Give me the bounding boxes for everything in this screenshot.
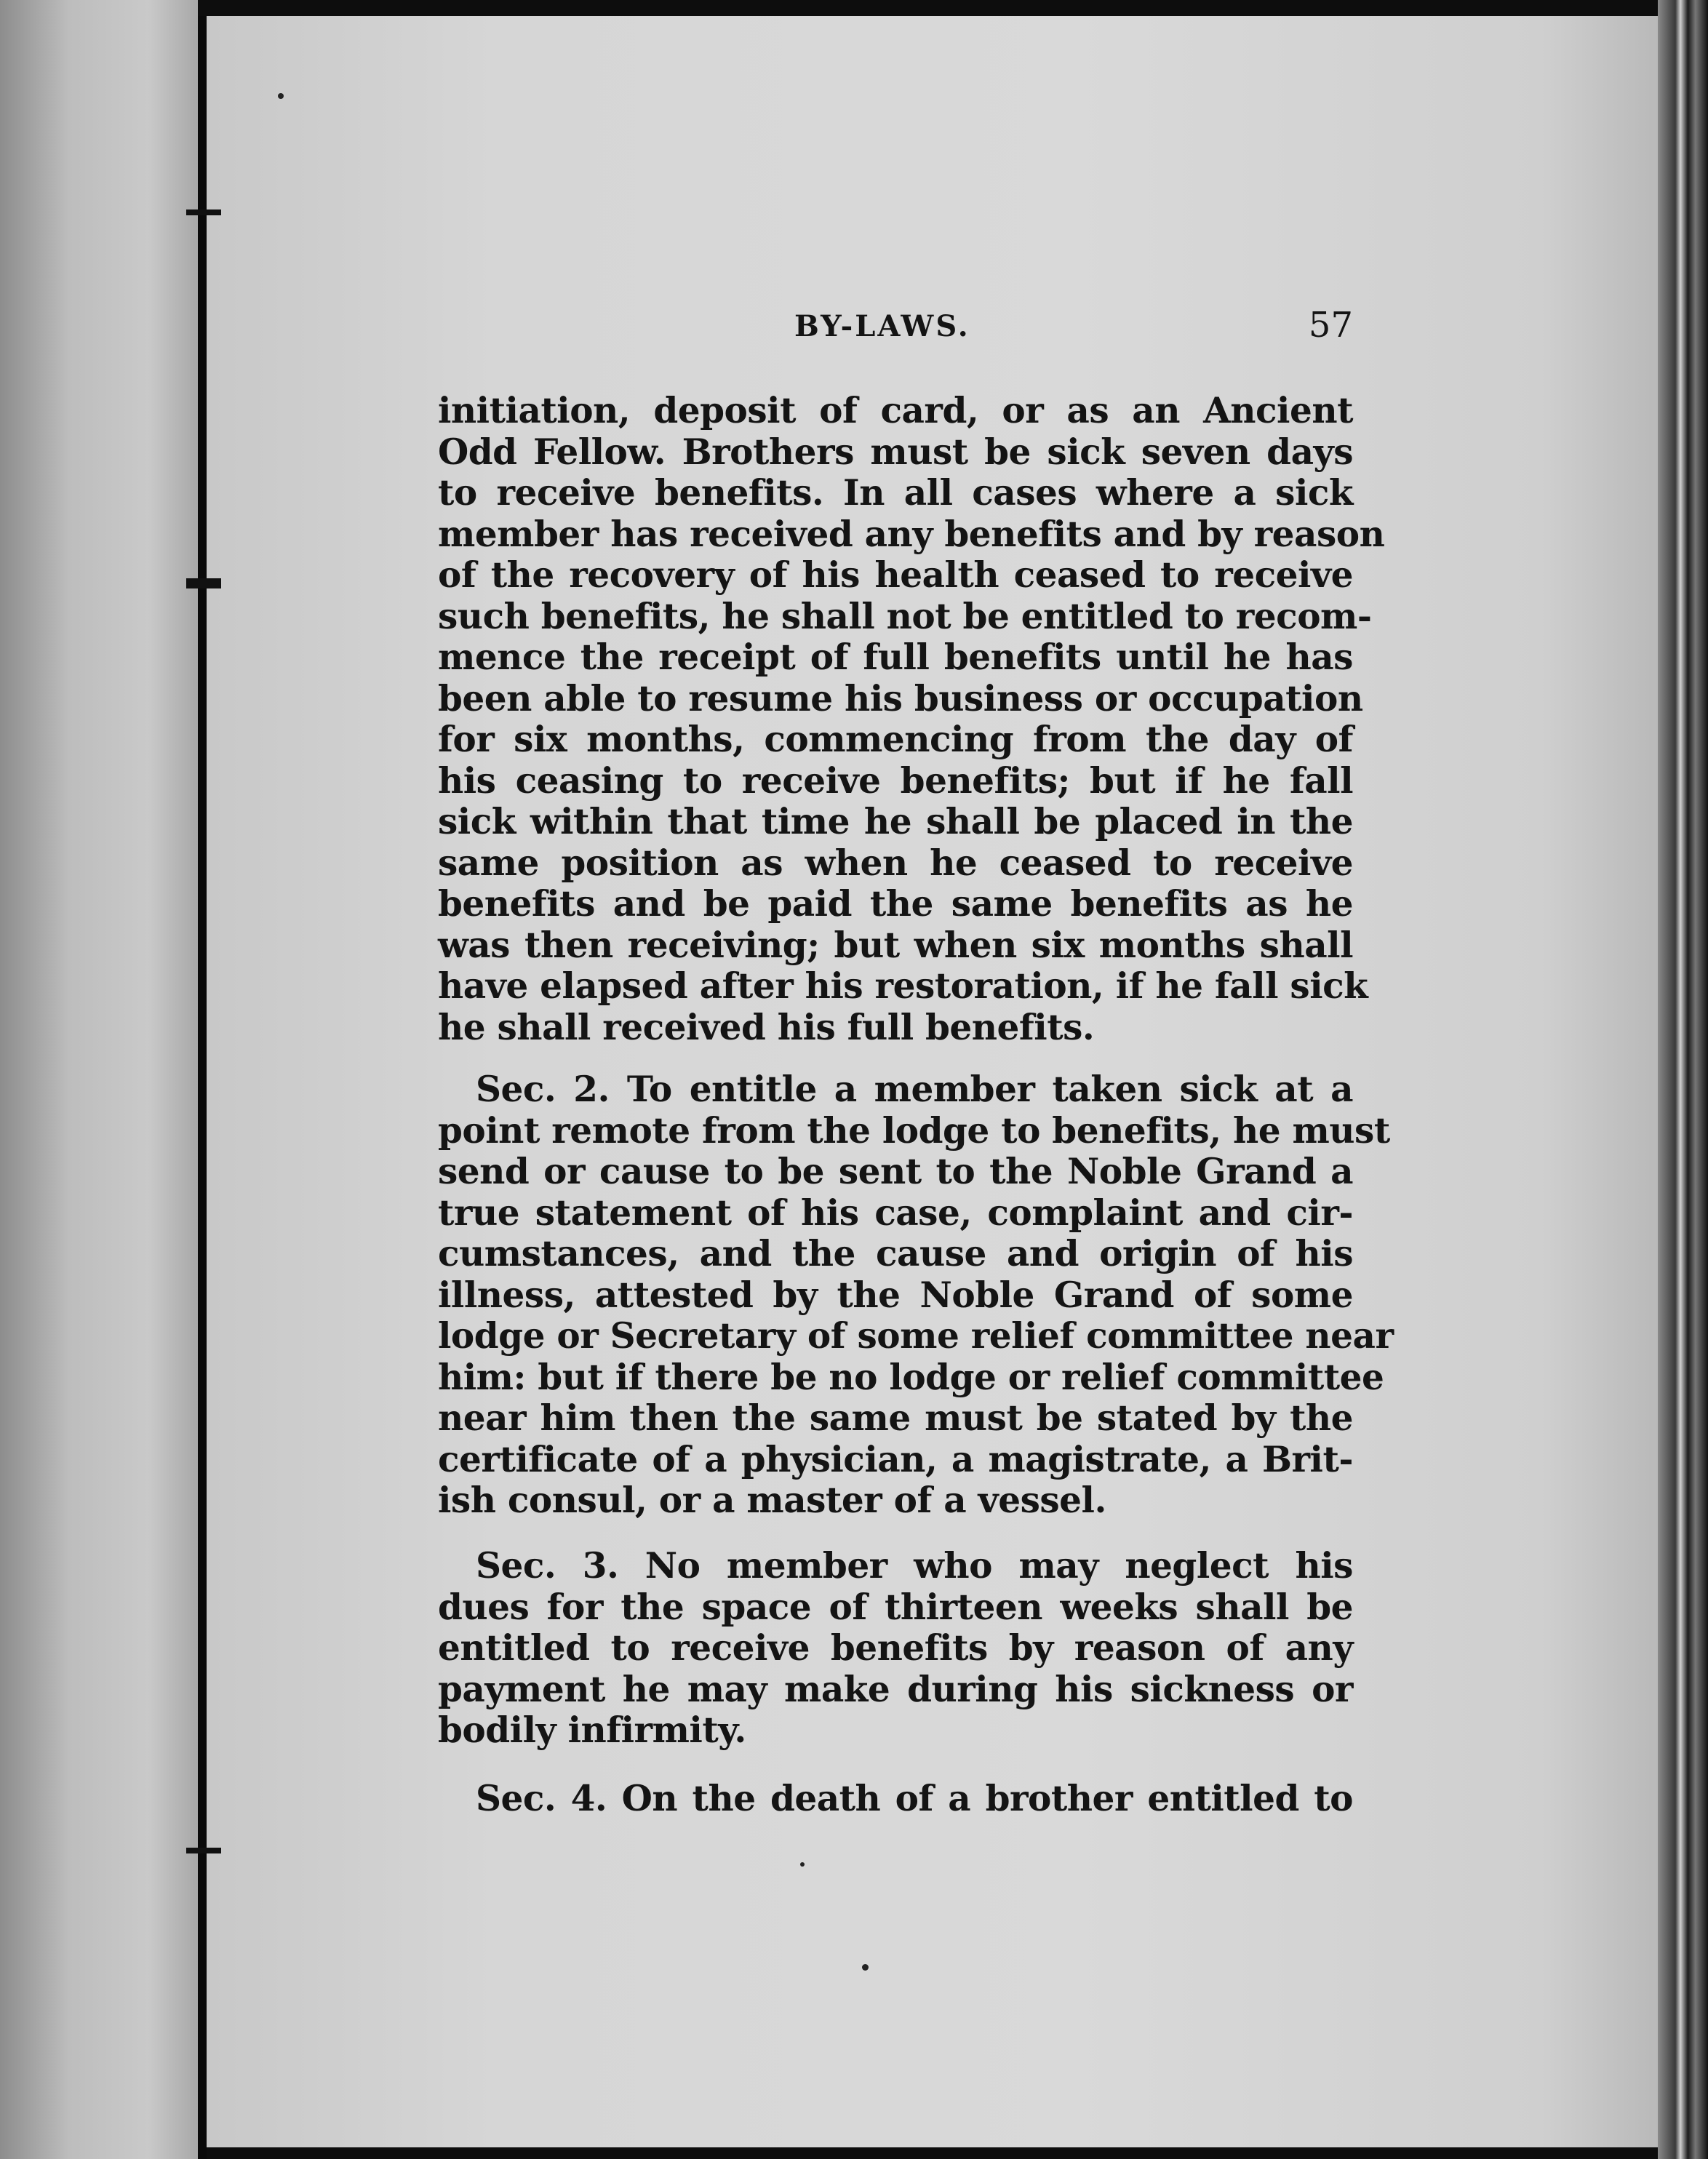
text-line: entitled to receive benefits by reason of any (438, 1627, 1353, 1669)
text-line: his ceasing to receive benefits; but if he fall (438, 759, 1353, 802)
paragraph (438, 1069, 1394, 1522)
text-line: ish consul, or a master of a vessel. (438, 1480, 1106, 1521)
text-line: true statement of his case, complaint and cir- (438, 1192, 1353, 1234)
text-line: member has received any benefits and by reason (438, 513, 1385, 555)
text-line: near him then the same must be stated by the (438, 1397, 1353, 1439)
text-line: him: but if there be no lodge or relief committee (438, 1356, 1384, 1398)
binding-stitch (186, 209, 221, 215)
text-line: Sec. 3. No member who may neglect his (476, 1545, 1353, 1587)
text-line: Odd Fellow. Brothers must be sick seven days (438, 431, 1353, 473)
text-line: Sec. 2. To entitle a member taken sick at a (476, 1069, 1353, 1110)
paper-speck (800, 1862, 805, 1867)
book-spine (198, 0, 207, 2159)
page-stack-edge (1658, 0, 1708, 2159)
text-line: such benefits, he shall not be entitled to recom- (438, 595, 1372, 637)
top-scan-border (198, 0, 1708, 16)
paragraph (438, 1546, 1353, 1752)
text-line: point remote from the lodge to benefits, he must (438, 1109, 1390, 1152)
text-line: payment he may make during his sickness or (438, 1668, 1353, 1710)
paper-speck (862, 1964, 869, 1971)
paper-speck (278, 93, 284, 99)
text-line: for six months, commencing from the day of (438, 719, 1353, 760)
text-line: sick within that time he shall be placed in the (438, 801, 1353, 842)
text-line: Sec. 4. On the death of a brother entitled to (476, 1778, 1353, 1819)
text-line: send or cause to be sent to the Noble Grand a (438, 1151, 1353, 1192)
text-line: certificate of a physician, a magistrate, a Brit- (438, 1438, 1353, 1480)
facing-page-edge (0, 0, 198, 2159)
text-line: mence the receipt of full benefits until he has (438, 636, 1353, 678)
running-head-title: BY-LAWS. (794, 309, 970, 343)
paragraph (438, 1779, 1353, 1820)
text-line: benefits and be paid the same benefits as he (438, 883, 1353, 925)
running-head (438, 305, 1353, 353)
text-line: was then receiving; but when six months shall (438, 924, 1353, 966)
text-line: have elapsed after his restoration, if he fall sick (438, 965, 1368, 1007)
text-line: initiation, deposit of card, or as an Ancient (438, 390, 1353, 431)
text-line: illness, attested by the Noble Grand of some (438, 1274, 1353, 1316)
paragraph (438, 390, 1385, 1048)
text-line: of the recovery of his health ceased to receive (438, 554, 1353, 596)
text-line: he shall received his full benefits. (438, 1006, 1095, 1048)
text-line: been able to resume his business or occupation (438, 677, 1363, 719)
text-line: bodily infirmity. (438, 1709, 746, 1751)
text-line: cumstances, and the cause and origin of his (438, 1233, 1353, 1274)
text-line: dues for the space of thirteen weeks shall be (438, 1586, 1353, 1628)
text-line: to receive benefits. In all cases where a sick (438, 472, 1353, 514)
binding-stitch (186, 1848, 221, 1853)
text-line: same position as when he ceased to receive (438, 842, 1353, 884)
binding-stitch (186, 578, 221, 588)
page-number: 57 (1308, 305, 1353, 346)
text-line: lodge or Secretary of some relief committee near (438, 1315, 1394, 1357)
